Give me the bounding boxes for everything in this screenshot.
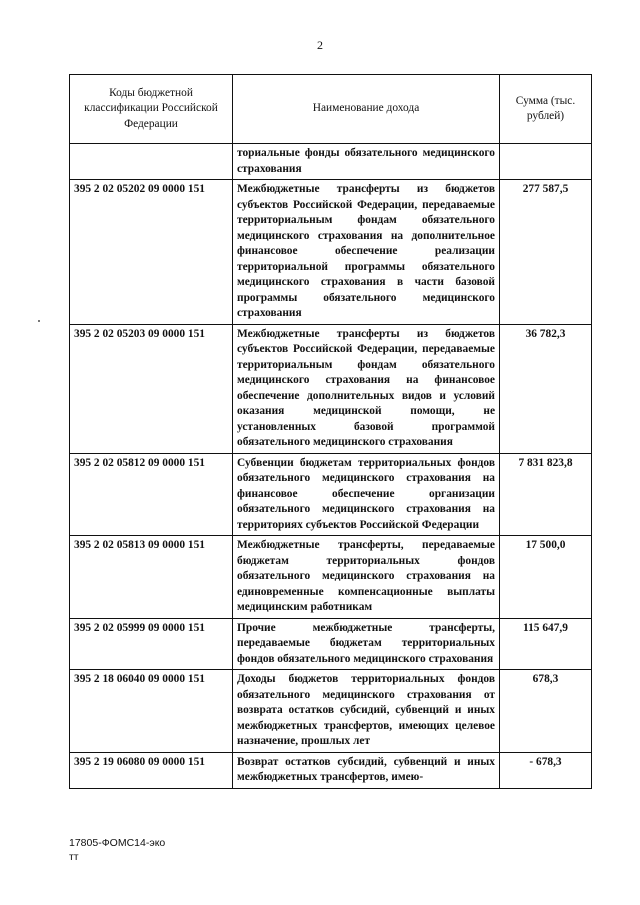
footer-initials: тт: [69, 851, 79, 863]
code-cell: [70, 144, 233, 180]
name-cell: ториальные фонды обязательного медицинского страхования: [233, 144, 500, 180]
table-row: [70, 618, 592, 670]
name-cell: Межбюджетные трансферты из бюджетов субъектов Российской Федерации, передаваемые территориальным фондам обязательного медицинского страхования на финансовое обеспечение дополнительных видов и условий оказания медицинской помощи, не установленных базовой программой обязательного медицинского страхования: [233, 324, 500, 453]
table-row: [70, 752, 592, 788]
code-cell: 395 2 02 05812 09 0000 151: [70, 453, 233, 536]
name-cell: Прочие межбюджетные трансферты, передаваемые бюджетам территориальных фондов обязательного медицинского страхования: [233, 618, 500, 670]
code-cell: 395 2 18 06040 09 0000 151: [70, 670, 233, 753]
table-row: [70, 670, 592, 753]
document-footer: [69, 836, 165, 864]
sum-cell: 678,3: [500, 670, 592, 753]
table-row: [70, 144, 592, 180]
footer-doc-id: 17805-ФОМС14-эко: [69, 837, 166, 849]
sum-cell: 115 647,9: [500, 618, 592, 670]
table-header-row: [70, 75, 592, 144]
table-row: [70, 324, 592, 453]
sum-cell: 7 831 823,8: [500, 453, 592, 536]
page-number: 2: [317, 38, 323, 52]
sum-cell: [500, 144, 592, 180]
name-cell: Доходы бюджетов территориальных фондов обязательного медицинского страхования от возврата остатков субсидий, субвенций и иных межбюджетных трансфертов, имеющих целевое назначение, прошлых лет: [233, 670, 500, 753]
code-cell: 395 2 02 05999 09 0000 151: [70, 618, 233, 670]
code-cell: 395 2 02 05203 09 0000 151: [70, 324, 233, 453]
scan-speck: [38, 320, 40, 322]
budget-table: [69, 74, 592, 789]
header-code: Коды бюджетной классификации Российской Федерации: [70, 75, 233, 144]
table-row: [70, 536, 592, 619]
name-cell: Субвенции бюджетам территориальных фондов обязательного медицинского страхования на финансовое обеспечение организации обязательного медицинского страхования на территориях субъектов Российской Федерации: [233, 453, 500, 536]
name-cell: Возврат остатков субсидий, субвенций и иных межбюджетных трансфертов, имею-: [233, 752, 500, 788]
code-cell: 395 2 02 05202 09 0000 151: [70, 180, 233, 325]
table-row: [70, 180, 592, 325]
sum-cell: - 678,3: [500, 752, 592, 788]
table-row: [70, 453, 592, 536]
code-cell: 395 2 19 06080 09 0000 151: [70, 752, 233, 788]
header-name: Наименование дохода: [233, 75, 500, 144]
sum-cell: 36 782,3: [500, 324, 592, 453]
name-cell: Межбюджетные трансферты, передаваемые бюджетам территориальных фондов обязательного медицинского страхования на единовременные компенсационные выплаты медицинским работникам: [233, 536, 500, 619]
sum-cell: 17 500,0: [500, 536, 592, 619]
table-body: [70, 144, 592, 789]
header-sum: Сумма (тыс. рублей): [500, 75, 592, 144]
code-cell: 395 2 02 05813 09 0000 151: [70, 536, 233, 619]
name-cell: Межбюджетные трансферты из бюджетов субъектов Российской Федерации, передаваемые территориальным фондам обязательного медицинского страхования на дополнительное финансовое обеспечение реализации территориальной программы обязательного медицинского страхования в части базовой программы обязательного медицинского страхования: [233, 180, 500, 325]
sum-cell: 277 587,5: [500, 180, 592, 325]
